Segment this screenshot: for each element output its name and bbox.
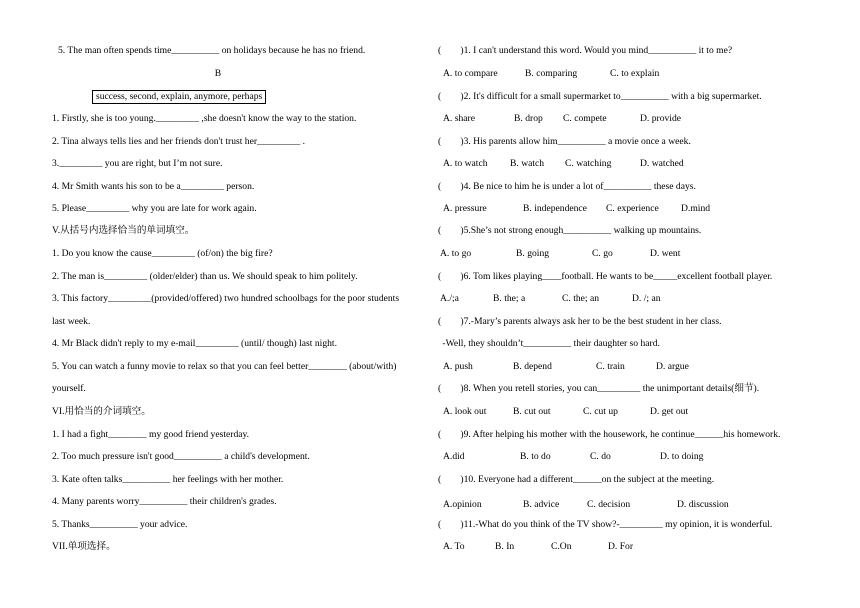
- question-stem: ( )7.-Mary’s parents always ask her to be the best student in her class.: [438, 316, 722, 327]
- option-b: B. drop: [514, 113, 543, 124]
- question-text: last week.: [52, 316, 91, 327]
- option-d: D. get out: [650, 406, 689, 417]
- option-b: B. to do: [520, 451, 551, 462]
- option-a: A. share: [443, 113, 475, 124]
- question-text: 2. The man is_________ (older/elder) than us. We should speak to him politely.: [52, 271, 358, 282]
- option-c: C. compete: [563, 113, 607, 124]
- option-c: C. go: [592, 248, 613, 259]
- option-a: A. to compare: [443, 68, 498, 79]
- option-a: A. to go: [440, 248, 472, 259]
- option-d: D. to doing: [660, 451, 704, 462]
- question-stem: ( )2. It's difficult for a small supermarket to__________ with a big supermarket.: [438, 91, 762, 102]
- option-b: B. cut out: [513, 406, 551, 417]
- option-c: C.On: [551, 541, 572, 552]
- question-text: 1. I had a fight________ my good friend yesterday.: [52, 429, 250, 440]
- question-stem: ( )5.She’s not strong enough__________ walking up mountains.: [438, 225, 702, 236]
- question-text: yourself.: [52, 383, 86, 394]
- option-b: B. going: [516, 248, 550, 259]
- option-a: A. pressure: [443, 203, 487, 214]
- option-b: B. advice: [523, 499, 560, 510]
- option-b: B. In: [495, 541, 515, 552]
- option-d: D. /; an: [632, 293, 661, 304]
- question-text: 1. Do you know the cause_________ (of/on) the big fire?: [52, 248, 273, 259]
- question-stem: ( )8. When you retell stories, you can_________ the unimportant details(细节).: [438, 383, 760, 394]
- option-c: C. watching: [565, 158, 612, 169]
- option-c: C. to explain: [610, 68, 660, 79]
- question-text: 1. Firstly, she is too young._________ ,she doesn't know the way to the station.: [52, 113, 357, 124]
- question-text: 5. The man often spends time__________ on holidays because he has no friend.: [58, 45, 366, 56]
- option-c: C. decision: [587, 499, 631, 510]
- question-text: 5. Please_________ why you are late for work again.: [52, 203, 257, 214]
- question-stem-continued: -Well, they shouldn’t__________ their daughter so hard.: [440, 338, 660, 349]
- question-stem: ( )9. After helping his mother with the housework, he continue______his homework.: [438, 429, 781, 440]
- question-text: 5. Thanks__________ your advice.: [52, 519, 188, 530]
- section-heading: B: [214, 68, 222, 79]
- option-a: A./;a: [440, 293, 459, 304]
- question-text: 3. Kate often talks__________ her feelings with her mother.: [52, 474, 284, 485]
- question-stem: ( )1. I can't understand this word. Would you mind__________ it to me?: [438, 45, 733, 56]
- question-text: 5. You can watch a funny movie to relax so that you can feel better________ (about/with): [52, 361, 397, 372]
- section-heading: VI.用恰当的介词填空。: [52, 406, 151, 417]
- question-text: 4. Mr Smith wants his son to be a_________ person.: [52, 181, 255, 192]
- option-b: B. independence: [523, 203, 587, 214]
- option-d: D. argue: [656, 361, 689, 372]
- question-stem: ( )11.-What do you think of the TV show?-_________ my opinion, it is wonderful.: [438, 519, 773, 530]
- question-text: 4. Many parents worry__________ their children's grades.: [52, 496, 277, 507]
- option-d: D. discussion: [677, 499, 729, 510]
- option-d: D. provide: [640, 113, 682, 124]
- word-box: success, second, explain, anymore, perhaps: [92, 90, 266, 104]
- option-d: D. went: [650, 248, 681, 259]
- option-a: A. look out: [443, 406, 487, 417]
- question-text: 2. Too much pressure isn't good__________ a child's development.: [52, 451, 310, 462]
- question-stem: ( )6. Tom likes playing____football. He wants to be_____excellent football player.: [438, 271, 773, 282]
- option-c: C. experience: [606, 203, 659, 214]
- option-c: C. train: [596, 361, 625, 372]
- section-heading: V.从括号内选择恰当的单词填空。: [52, 225, 195, 236]
- option-b: B. watch: [510, 158, 545, 169]
- question-stem: ( )3. His parents allow him__________ a movie once a week.: [438, 136, 691, 147]
- option-a: A.opinion: [443, 499, 482, 510]
- question-text: 3._________ you are right, but I’m not sure.: [52, 158, 223, 169]
- option-b: B. the; a: [493, 293, 526, 304]
- option-c: C. the; an: [562, 293, 600, 304]
- option-a: A. to watch: [443, 158, 488, 169]
- question-stem: ( )10. Everyone had a different______on the subject at the meeting.: [438, 474, 715, 485]
- option-d: D. watched: [640, 158, 684, 169]
- question-text: 2. Tina always tells lies and her friends don't trust her_________ .: [52, 136, 306, 147]
- option-a: A. push: [443, 361, 473, 372]
- option-a: A.did: [443, 451, 465, 462]
- option-d: D. For: [608, 541, 634, 552]
- option-a: A. To: [443, 541, 465, 552]
- question-text: 3. This factory_________(provided/offered) two hundred schoolbags for the poor students: [52, 293, 400, 304]
- question-stem: ( )4. Be nice to him he is under a lot of__________ these days.: [438, 181, 696, 192]
- option-b: B. depend: [513, 361, 552, 372]
- option-b: B. comparing: [525, 68, 578, 79]
- question-text: 4. Mr Black didn't reply to my e-mail_________ (until/ though) last night.: [52, 338, 337, 349]
- section-heading: VII.单项选择。: [52, 541, 116, 552]
- option-d: D.mind: [681, 203, 711, 214]
- option-c: C. cut up: [583, 406, 618, 417]
- option-c: C. do: [590, 451, 611, 462]
